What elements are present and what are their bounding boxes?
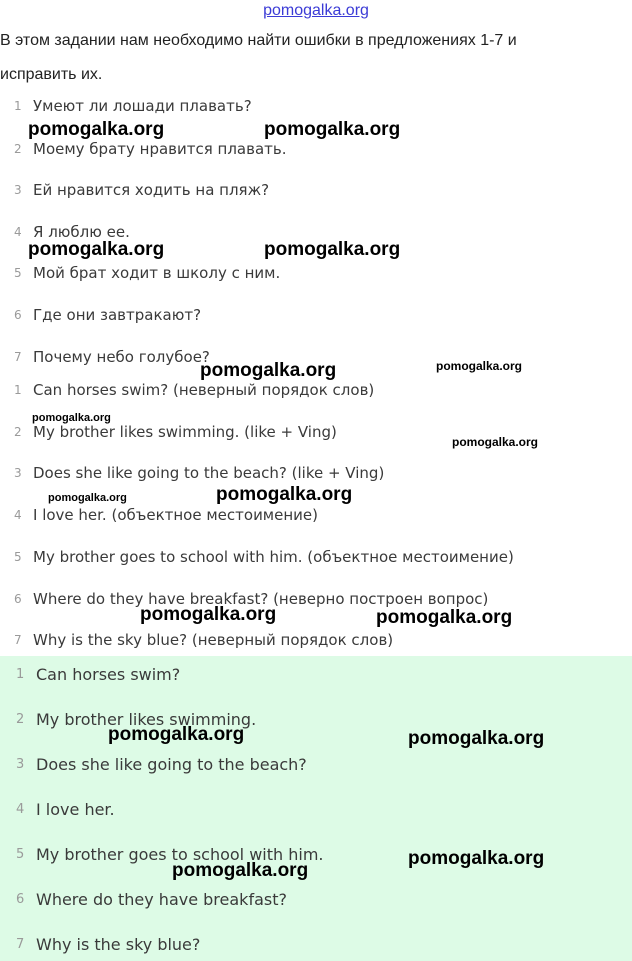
item-text: Where do they have breakfast? (неверно построен вопрос): [33, 590, 489, 608]
list-item: [0, 797, 115, 821]
watermark: pomogalka.org: [172, 860, 309, 881]
watermark: pomogalka.org: [28, 119, 165, 140]
list-item: [0, 221, 130, 243]
item-number: 1: [14, 99, 22, 113]
item-text: My brother likes swimming. (like + Ving): [33, 423, 337, 441]
item-text: Моему брату нравится плавать.: [33, 140, 287, 158]
list-item: [0, 262, 280, 284]
item-text: Why is the sky blue?: [36, 934, 201, 954]
item-text: Where do they have breakfast?: [36, 889, 287, 909]
item-text: My brother goes to school with him.: [36, 844, 324, 864]
watermark: pomogalka.org: [408, 728, 545, 749]
item-text: Does she like going to the beach?: [36, 754, 307, 774]
item-number: 6: [14, 592, 22, 606]
item-number: 6: [16, 891, 25, 907]
item-number: 5: [14, 550, 22, 564]
intro-text-line-2: исправить их.: [0, 66, 103, 83]
item-number: 7: [14, 633, 22, 647]
list-item: [0, 707, 256, 731]
item-text: Can horses swim? (неверный порядок слов): [33, 381, 375, 399]
item-text: Я люблю ее.: [33, 223, 130, 241]
site-header-link[interactable]: pomogalka.org: [263, 2, 369, 19]
item-number: 4: [14, 508, 22, 522]
watermark: pomogalka.org: [216, 484, 353, 505]
watermark: pomogalka.org: [408, 848, 545, 869]
list-item: [0, 842, 323, 866]
list-item: [0, 752, 307, 776]
item-number: 3: [16, 756, 25, 772]
item-text: Умеют ли лошади плавать?: [33, 97, 252, 115]
item-text: Why is the sky blue? (неверный порядок слов): [33, 631, 394, 649]
item-number: 1: [14, 383, 22, 397]
item-number: 2: [16, 711, 25, 727]
item-number: 4: [16, 801, 25, 817]
list-item: [0, 379, 374, 401]
list-item: [0, 462, 384, 484]
item-text: Can horses swim?: [36, 664, 181, 684]
item-text: My brother likes swimming.: [36, 709, 257, 729]
item-number: 5: [14, 266, 22, 280]
intro-text-line-1: В этом задании нам необходимо найти ошибки в предложениях 1-7 и: [0, 32, 517, 49]
list-item: [0, 421, 337, 443]
list-item: [0, 887, 287, 911]
watermark: pomogalka.org: [452, 435, 539, 449]
item-number: 2: [14, 425, 22, 439]
list-item: [0, 346, 210, 368]
list-item: [0, 932, 200, 956]
item-number: 2: [14, 142, 22, 156]
watermark: pomogalka.org: [28, 239, 165, 260]
watermark: pomogalka.org: [32, 412, 111, 424]
list-item: [0, 588, 488, 610]
list-item: [0, 304, 201, 326]
watermark: pomogalka.org: [264, 239, 401, 260]
item-text: I love her. (объектное местоимение): [33, 506, 318, 524]
watermark: pomogalka.org: [140, 604, 277, 625]
item-text: My brother goes to school with him. (объектное местоимение): [33, 548, 514, 566]
item-number: 7: [16, 936, 25, 952]
watermark: pomogalka.org: [200, 360, 337, 381]
item-text: Ей нравится ходить на пляж?: [33, 181, 270, 199]
watermark: pomogalka.org: [264, 119, 401, 140]
list-item: [0, 138, 287, 160]
list-item: [0, 662, 180, 686]
list-item: [0, 179, 269, 201]
item-number: 3: [14, 183, 22, 197]
item-number: 1: [16, 666, 25, 682]
item-text: Где они завтракают?: [33, 306, 202, 324]
item-number: 7: [14, 350, 22, 364]
list-item: [0, 95, 252, 117]
watermark: pomogalka.org: [48, 492, 127, 504]
item-text: Почему небо голубое?: [33, 348, 210, 366]
item-number: 3: [14, 466, 22, 480]
item-number: 6: [14, 308, 22, 322]
answers-panel: [0, 656, 632, 961]
item-text: Мой брат ходит в школу с ним.: [33, 264, 281, 282]
item-number: 5: [16, 846, 25, 862]
list-item: [0, 504, 318, 526]
item-text: I love her.: [36, 799, 115, 819]
watermark: pomogalka.org: [376, 607, 513, 628]
watermark: pomogalka.org: [436, 359, 523, 373]
list-item: [0, 546, 514, 568]
watermark: pomogalka.org: [108, 724, 245, 745]
item-number: 4: [14, 225, 22, 239]
list-item: [0, 629, 393, 651]
item-text: Does she like going to the beach? (like + Ving): [33, 464, 385, 482]
